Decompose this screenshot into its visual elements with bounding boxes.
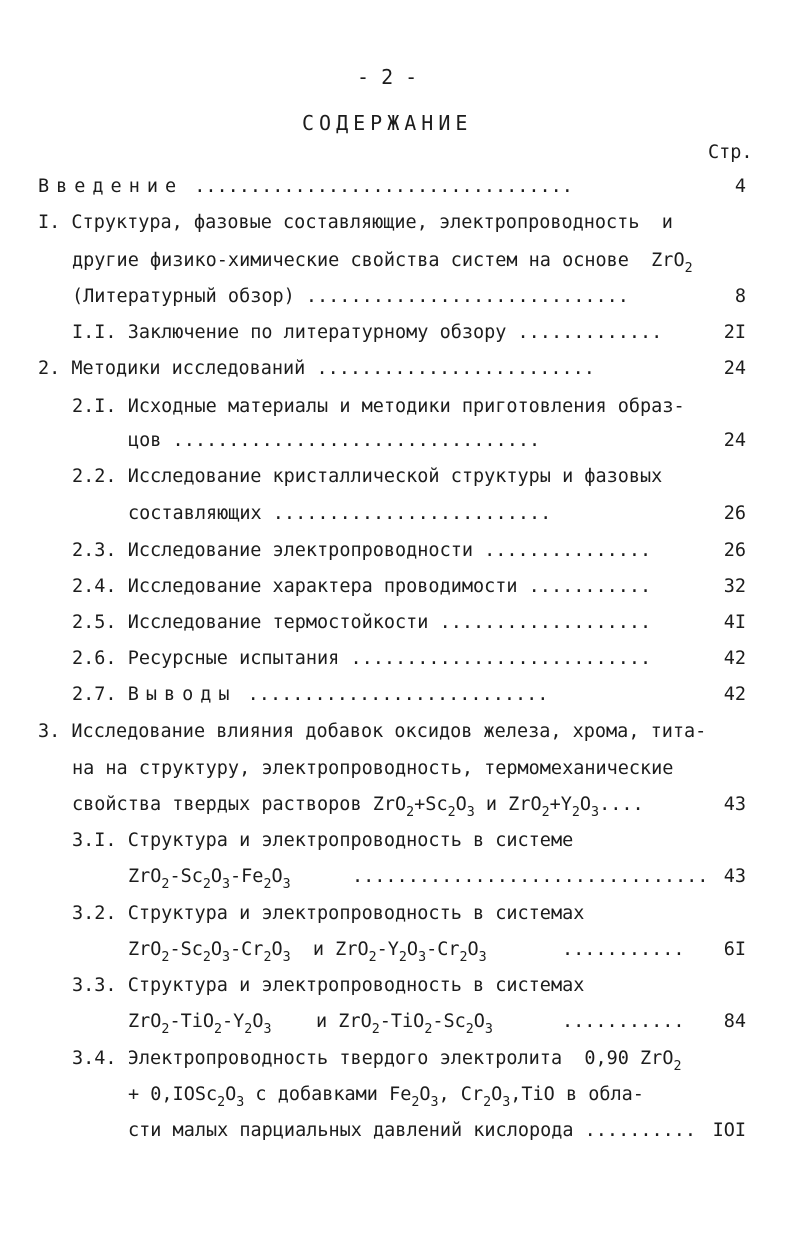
toc-entry-number: 3.4. — [72, 1048, 117, 1069]
toc-entry-3-4-line2: + $0,IOSc_2O_3$ с добавками $Fe_2O_3$, $Cr_2O_3,TiO$ в обла- — [128, 1084, 644, 1110]
toc-page: 26 — [723, 503, 746, 524]
subscript: 2 — [673, 1058, 682, 1074]
toc-entry-title: другие физико-химические свойства систем на основе ZrO — [72, 250, 685, 271]
toc-dots: ........................... — [236, 684, 549, 705]
toc-entry-3-4 — [72, 1048, 682, 1074]
toc-entry-title: Методики исследований ......................... — [71, 358, 595, 379]
toc-entry-number: I. — [38, 212, 61, 233]
toc-entry-title: Введение — [38, 176, 184, 197]
toc-entry-3-3-formula: $ZrO_2-TiO_2-Y_2O_3$ и $ZrO_2-TiO_2-Sc_2O_3$ — [128, 1011, 493, 1037]
toc-entry-number: 3.3. — [72, 975, 117, 996]
toc-entry-number: 2.5. — [72, 612, 117, 633]
toc-page: 24 — [723, 358, 746, 379]
toc-entry-title: Исследование характера проводимости ........... — [127, 576, 652, 597]
toc-entry-number: 3.I. — [72, 830, 117, 851]
toc-entry-3-1 — [72, 830, 573, 852]
subscript: 2 — [684, 260, 693, 276]
toc-entry-2-3 — [72, 540, 651, 562]
toc-page: 84 — [723, 1011, 746, 1032]
toc-entry-number: 2.2. — [72, 466, 117, 487]
toc-entry-3-1-formula: $ZrO_2-Sc_2O_3-Fe_2O_3$ — [128, 866, 291, 892]
toc-dots: ........... — [562, 939, 685, 960]
toc-page: 32 — [723, 576, 746, 597]
toc-entry-title: Исходные материалы и методики приготовления образ- — [127, 396, 685, 417]
pages-column-header: Стр. — [708, 142, 753, 163]
toc-entry-3 — [38, 721, 706, 743]
toc-entry-1-line3: (Литературный обзор) ............................. — [72, 286, 629, 307]
toc-entry-3-line3: свойства твердых растворов $ZrO_2+Sc_2O_3$ и $ZrO_2+Y_2O_3$.... — [72, 794, 644, 820]
toc-entry-number: I.I. — [72, 322, 117, 343]
toc-entry-title: Исследование электропроводности ............... — [127, 540, 652, 561]
toc-entry-2-2-line2: составляющих ......................... — [128, 503, 552, 524]
toc-entry-number: 3. — [38, 721, 61, 742]
toc-entry-2-7 — [72, 684, 548, 706]
toc-entry-title: Электропроводность твердого электролита 0,90 ZrO — [127, 1048, 674, 1069]
toc-entry-title: Ресурсные испытания ........................... — [127, 648, 652, 669]
toc-entry-title: Исследование влияния добавок оксидов железа, хрома, тита- — [71, 721, 707, 742]
toc-entry-title: Структура, фазовые составляющие, электропроводность и — [71, 212, 673, 233]
toc-entry-number: 2.I. — [72, 396, 117, 417]
toc-entry-1-1 — [72, 322, 662, 344]
toc-page: 43 — [723, 866, 746, 887]
toc-page: 42 — [723, 648, 746, 669]
toc-page: IOI — [712, 1120, 746, 1141]
toc-page: 4 — [734, 176, 746, 197]
toc-page: 26 — [723, 540, 746, 561]
toc-page: 43 — [723, 794, 746, 815]
toc-entry-3-3 — [72, 975, 584, 997]
toc-entry-3-4-line3: сти малых парциальных давлений кислорода .......... — [128, 1120, 697, 1141]
toc-entry-title: Выводы — [127, 684, 237, 705]
toc-page: 4I — [723, 612, 746, 633]
toc-entry-1 — [38, 212, 673, 234]
toc-entry-2-4 — [72, 576, 651, 598]
toc-dots: ........... — [562, 1011, 685, 1032]
toc-page: 6I — [723, 939, 746, 960]
toc-entry-2-1-line2: цов ................................. — [128, 430, 541, 451]
toc-heading: СОДЕРЖАНИЕ — [302, 111, 473, 135]
toc-entry-title: Исследование кристаллической структуры и фазовых — [127, 466, 663, 487]
toc-entry-number: 2.4. — [72, 576, 117, 597]
toc-page: 8 — [734, 286, 746, 307]
toc-entry-2-6 — [72, 648, 651, 670]
toc-entry-title: свойства твердых растворов — [72, 794, 362, 815]
toc-entry-3-line2: на на структуру, электропроводность, термомеханические — [72, 758, 674, 779]
toc-entry-1-line2 — [72, 250, 693, 276]
toc-dots: .... — [599, 794, 644, 815]
toc-entry-number: 2.6. — [72, 648, 117, 669]
toc-entry-title: Исследование термостойкости ................... — [127, 612, 652, 633]
toc-entry-number: 3.2. — [72, 903, 117, 924]
toc-entry-3-2 — [72, 903, 584, 925]
toc-entry-2-5 — [72, 612, 651, 634]
toc-page: 2I — [723, 322, 746, 343]
toc-entry-2-2 — [72, 466, 662, 488]
toc-page: 24 — [723, 430, 746, 451]
toc-entry-3-2-formula: $ZrO_2-Sc_2O_3-Cr_2O_3$ и $ZrO_2-Y_2O_3-Cr_2O_3$ — [128, 939, 487, 965]
toc-entry-number: 2. — [38, 358, 61, 379]
toc-entry-intro — [38, 176, 573, 198]
toc-dots: .................................. — [183, 176, 573, 197]
toc-entry-title: Заключение по литературному обзору ............. — [127, 322, 663, 343]
toc-entry-title: Структура и электропроводность в системах — [127, 903, 585, 924]
toc-entry-title: Структура и электропроводность в системе — [127, 830, 574, 851]
page-number: - 2 - — [357, 65, 418, 89]
toc-entry-title: Структура и электропроводность в системах — [127, 975, 585, 996]
toc-entry-2 — [38, 358, 595, 380]
toc-entry-2-1 — [72, 396, 685, 418]
toc-page: 42 — [723, 684, 746, 705]
toc-entry-number: 2.3. — [72, 540, 117, 561]
toc-dots: ................................ — [352, 866, 709, 887]
toc-entry-number: 2.7. — [72, 684, 117, 705]
